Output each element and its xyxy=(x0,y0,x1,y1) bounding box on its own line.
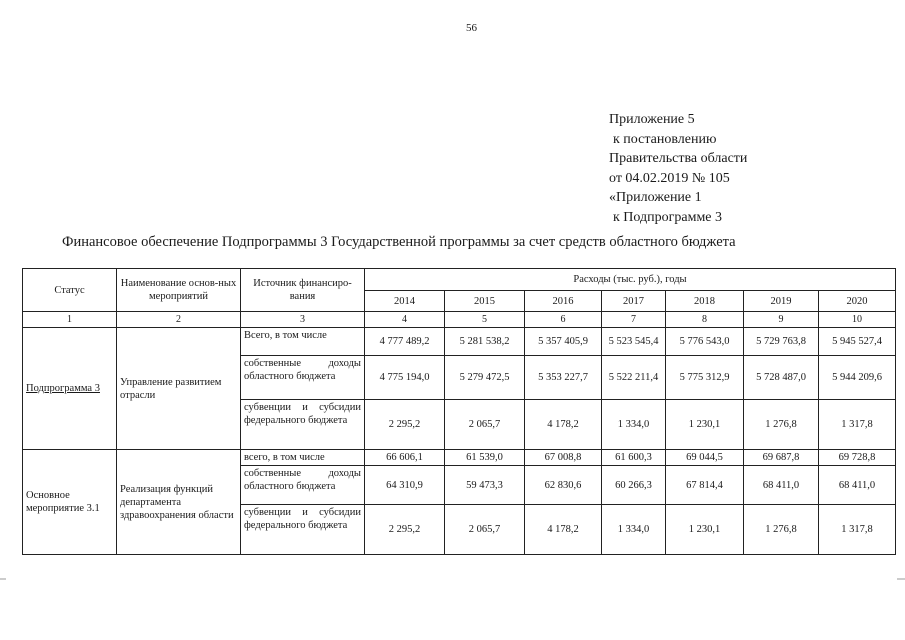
column-number: 9 xyxy=(744,312,819,328)
column-number: 4 xyxy=(365,312,445,328)
source-cell: собственные доходы областного бюджета xyxy=(241,356,365,400)
amount-cell: 2 065,7 xyxy=(445,505,525,555)
amount-cell: 4 777 489,2 xyxy=(365,328,445,356)
amount-cell: 1 334,0 xyxy=(602,505,666,555)
amount-cell: 5 279 472,5 xyxy=(445,356,525,400)
amount-cell: 61 539,0 xyxy=(445,450,525,466)
appendix-block xyxy=(609,110,747,227)
activity-name-cell: Управление развитием отрасли xyxy=(117,328,241,450)
source-cell: Всего, в том числе xyxy=(241,328,365,356)
amount-cell: 2 065,7 xyxy=(445,400,525,450)
appendix-line: Правительства области xyxy=(609,151,748,166)
amount-cell: 5 728 487,0 xyxy=(744,356,819,400)
amount-cell: 4 178,2 xyxy=(525,400,602,450)
column-number: 6 xyxy=(525,312,602,328)
header-year: 2017 xyxy=(602,291,666,312)
amount-cell: 68 411,0 xyxy=(819,466,896,505)
page-number: 56 xyxy=(466,22,477,34)
header-year: 2015 xyxy=(445,291,525,312)
amount-cell: 5 775 312,9 xyxy=(666,356,744,400)
amount-cell: 1 230,1 xyxy=(666,505,744,555)
amount-cell: 5 523 545,4 xyxy=(602,328,666,356)
amount-cell: 1 276,8 xyxy=(744,400,819,450)
amount-cell: 1 334,0 xyxy=(602,400,666,450)
amount-cell: 66 606,1 xyxy=(365,450,445,466)
activity-name-cell: Реализация функций департамента здравоохранения области xyxy=(117,450,241,555)
amount-cell: 5 522 211,4 xyxy=(602,356,666,400)
appendix-line: Приложение 5 xyxy=(609,112,695,127)
appendix-line: к постановлению xyxy=(613,131,717,147)
table-row xyxy=(23,450,896,466)
column-number: 1 xyxy=(23,312,117,328)
scan-edge-marks xyxy=(0,578,905,580)
document-title: Финансовое обеспечение Подпрограммы 3 Государственной программы за счет средств областного бюджета xyxy=(62,234,736,250)
header-name: Наименование основ-ных мероприятий xyxy=(117,269,241,312)
column-number: 10 xyxy=(819,312,896,328)
amount-cell: 4 178,2 xyxy=(525,505,602,555)
amount-cell: 67 814,4 xyxy=(666,466,744,505)
table-row xyxy=(23,328,896,356)
header-year: 2019 xyxy=(744,291,819,312)
column-number: 3 xyxy=(241,312,365,328)
amount-cell: 5 944 209,6 xyxy=(819,356,896,400)
column-number: 7 xyxy=(602,312,666,328)
amount-cell: 4 775 194,0 xyxy=(365,356,445,400)
amount-cell: 67 008,8 xyxy=(525,450,602,466)
amount-cell: 1 317,8 xyxy=(819,505,896,555)
source-cell: субвенции и субсидии федерального бюджета xyxy=(241,505,365,555)
amount-cell: 69 728,8 xyxy=(819,450,896,466)
amount-cell: 1 276,8 xyxy=(744,505,819,555)
header-expenses: Расходы (тыс. руб.), годы xyxy=(365,269,896,291)
amount-cell: 59 473,3 xyxy=(445,466,525,505)
amount-cell: 5 353 227,7 xyxy=(525,356,602,400)
source-cell: субвенции и субсидии федерального бюджета xyxy=(241,400,365,450)
header-source: Источник финансиро-вания xyxy=(241,269,365,312)
header-year: 2016 xyxy=(525,291,602,312)
amount-cell: 61 600,3 xyxy=(602,450,666,466)
amount-cell: 5 776 543,0 xyxy=(666,328,744,356)
header-year: 2018 xyxy=(666,291,744,312)
financing-table xyxy=(22,268,896,555)
source-cell: всего, в том числе xyxy=(241,450,365,466)
amount-cell: 62 830,6 xyxy=(525,466,602,505)
amount-cell: 5 357 405,9 xyxy=(525,328,602,356)
amount-cell: 69 044,5 xyxy=(666,450,744,466)
header-status: Статус xyxy=(23,269,117,312)
amount-cell: 60 266,3 xyxy=(602,466,666,505)
amount-cell: 1 317,8 xyxy=(819,400,896,450)
amount-cell: 64 310,9 xyxy=(365,466,445,505)
amount-cell: 5 281 538,2 xyxy=(445,328,525,356)
column-number: 8 xyxy=(666,312,744,328)
amount-cell: 69 687,8 xyxy=(744,450,819,466)
source-cell: собственные доходы областного бюджета xyxy=(241,466,365,505)
amount-cell: 5 729 763,8 xyxy=(744,328,819,356)
column-number: 2 xyxy=(117,312,241,328)
column-number: 5 xyxy=(445,312,525,328)
appendix-line: к Подпрограмме 3 xyxy=(613,209,723,225)
appendix-line: от 04.02.2019 № 105 xyxy=(609,170,730,186)
header-year: 2020 xyxy=(819,291,896,312)
status-cell: Основное мероприятие 3.1 xyxy=(23,450,117,555)
amount-cell: 1 230,1 xyxy=(666,400,744,450)
amount-cell: 2 295,2 xyxy=(365,505,445,555)
header-year: 2014 xyxy=(365,291,445,312)
amount-cell: 5 945 527,4 xyxy=(819,328,896,356)
status-cell: Подпрограмма 3 xyxy=(23,328,117,450)
amount-cell: 68 411,0 xyxy=(744,466,819,505)
appendix-line: «Приложение 1 xyxy=(609,190,702,205)
amount-cell: 2 295,2 xyxy=(365,400,445,450)
